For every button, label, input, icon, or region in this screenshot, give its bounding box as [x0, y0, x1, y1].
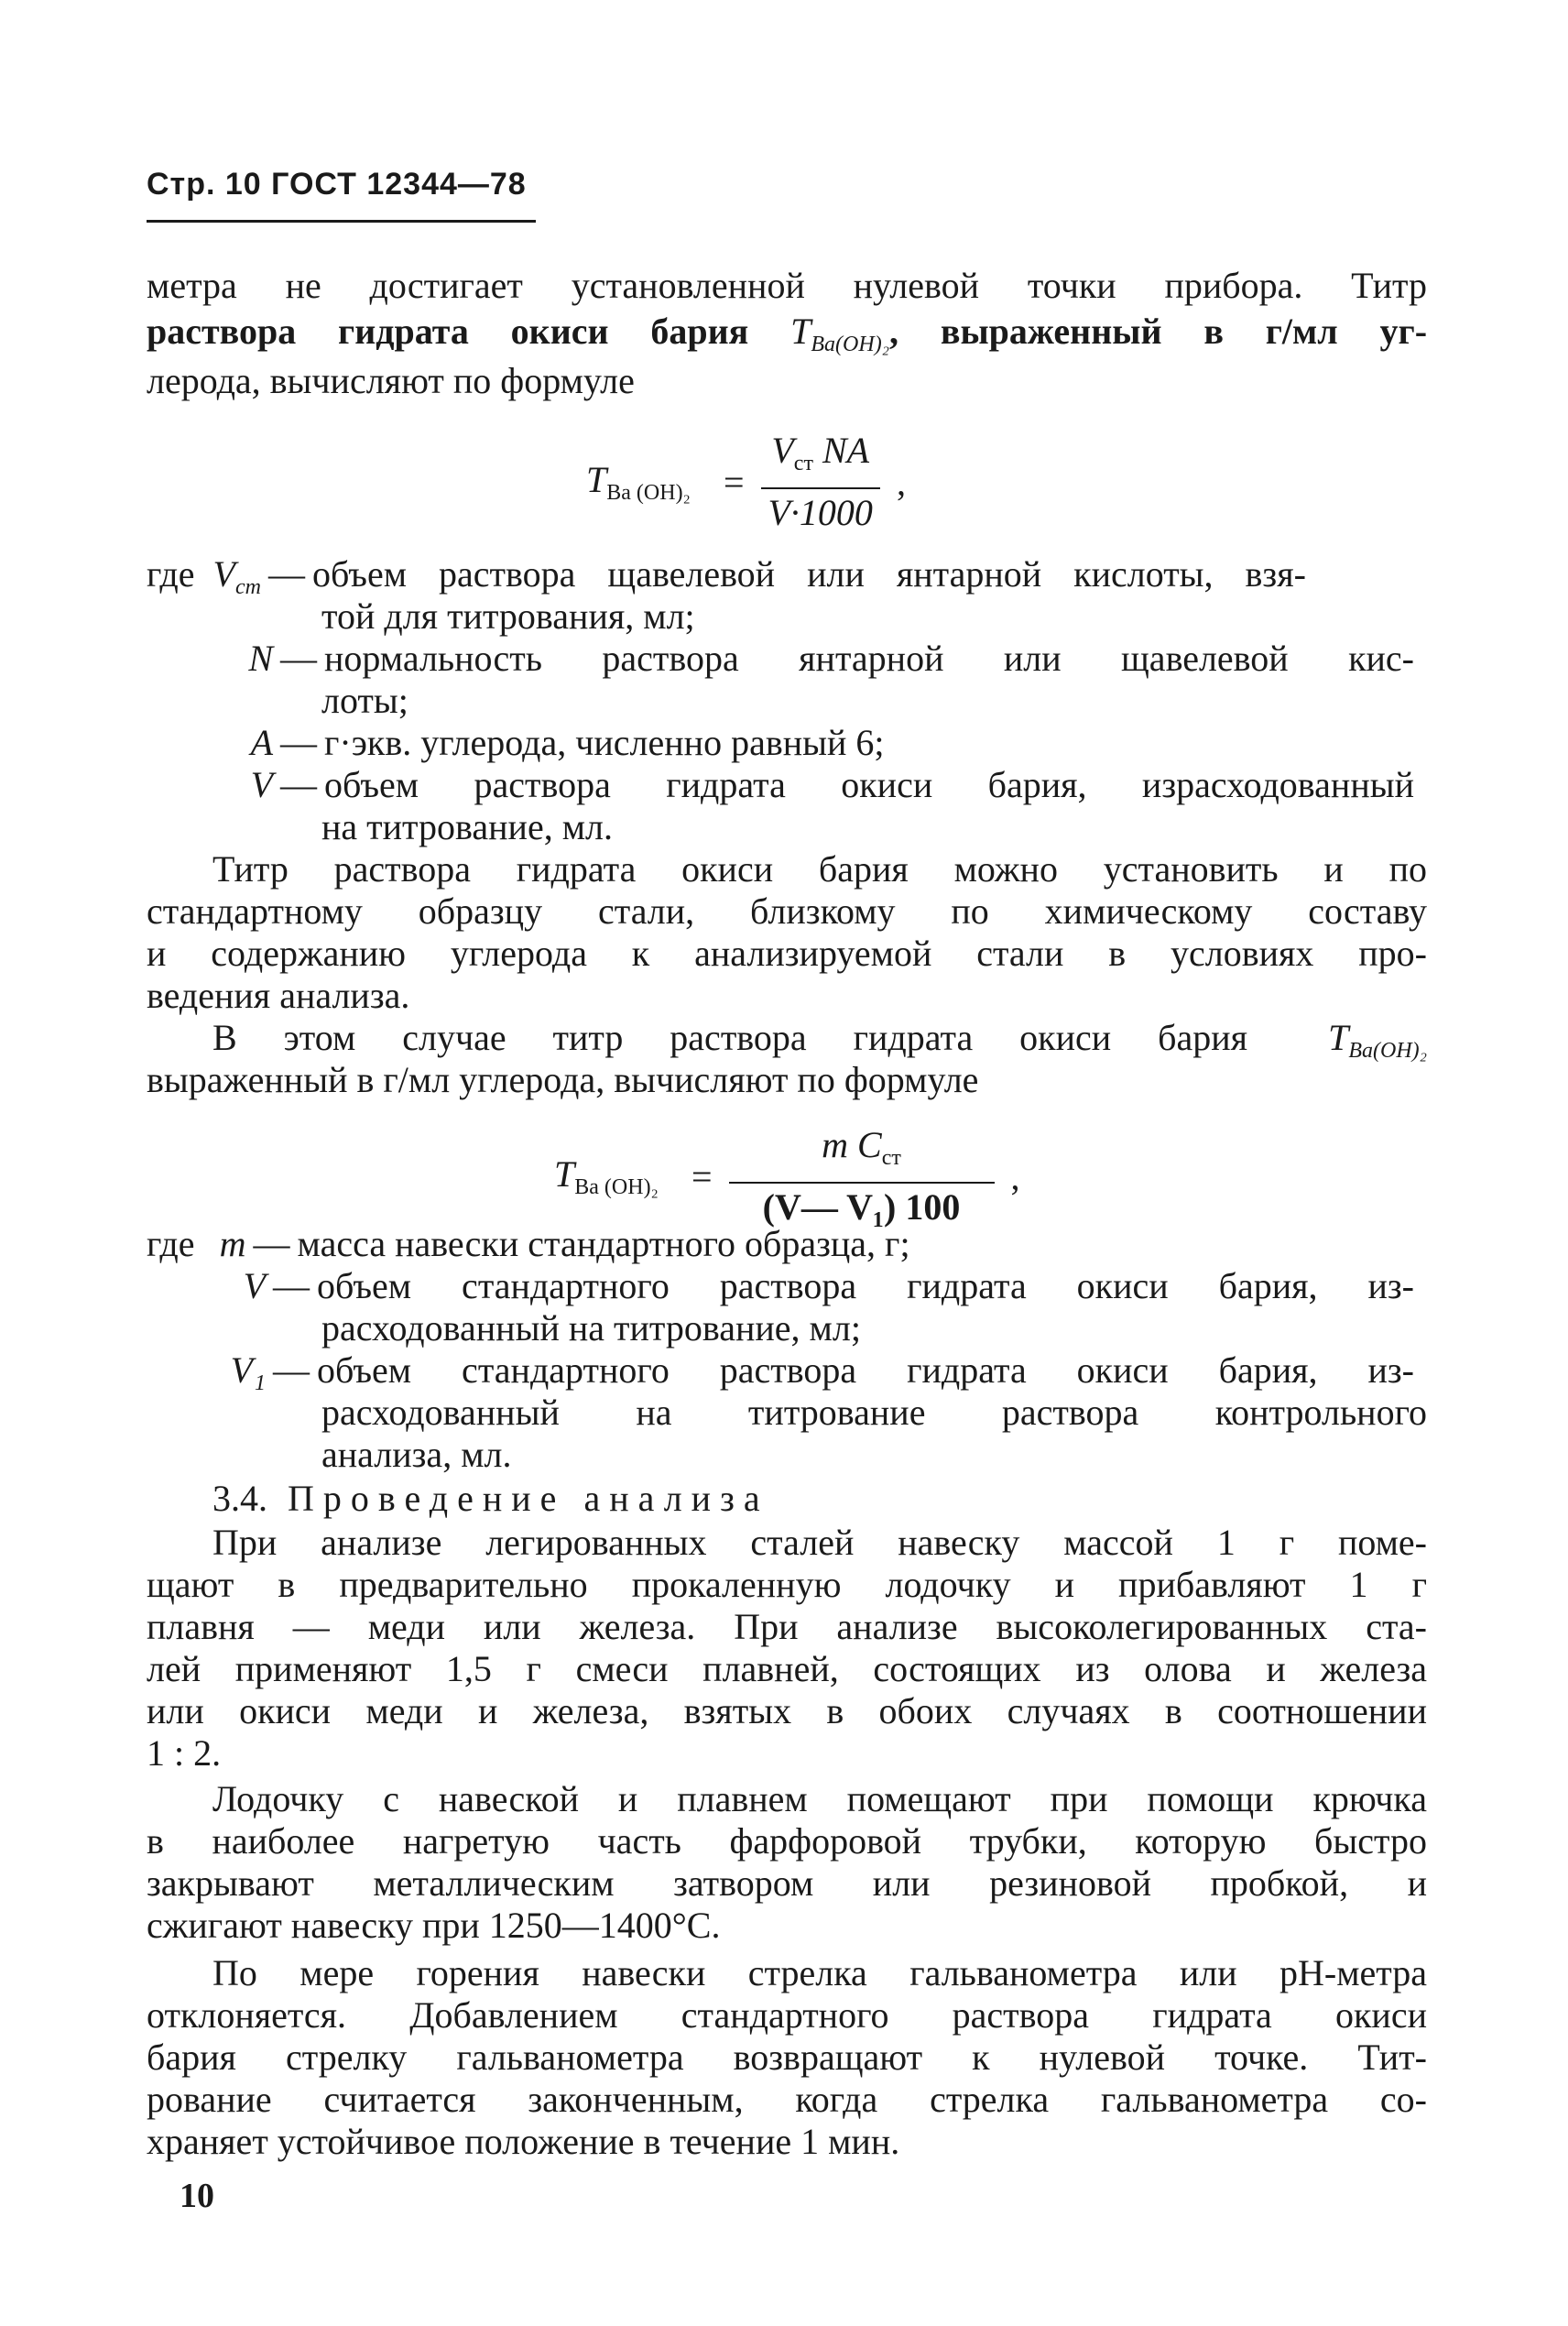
para3-line2: выраженный в г/мл углерода, вычисляют по формуле — [147, 1059, 979, 1100]
para6-line4: рование считается законченным, когда стрелка гальванометра со- — [147, 2079, 1427, 2120]
formula2-equals: = — [691, 1155, 713, 1197]
formula1-num-NA: NA — [812, 430, 870, 471]
formula2-fraction — [729, 1125, 995, 1228]
defs2-row3 — [229, 1350, 1414, 1391]
para1-line2-text-b: , выраженный в г/мл уг- — [889, 311, 1428, 352]
formula1-comma: , — [896, 461, 906, 503]
para3-titre-T: T — [1328, 1017, 1349, 1058]
defs2-item3-line3: анализа, мл. — [321, 1434, 512, 1475]
defs1-item3-line1: г·экв. углерода, численно равный 6; — [324, 722, 885, 763]
para1-line2-text-a: раствора гидрата окиси бария — [147, 311, 749, 352]
section-title: Проведение анализа — [288, 1478, 769, 1519]
para1-line2 — [147, 311, 1427, 365]
defs1-item4-line2: на титрование, мл. — [321, 806, 613, 847]
defs2-dash2: — — [273, 1265, 310, 1306]
formula2-lhs-T: T — [554, 1153, 575, 1195]
defs1-dash2: — — [280, 638, 317, 679]
formula1-fraction — [761, 431, 880, 533]
defs1-sym1 — [213, 554, 261, 607]
defs1-item1-line2: той для титрования, мл; — [321, 595, 695, 637]
formula-1 — [586, 431, 906, 533]
para4-line5: или окиси меди и железа, взятых в обоих случаях в соотношении — [147, 1690, 1427, 1731]
para3-line1-text: В этом случае титр раствора гидрата окиси бария — [212, 1017, 1247, 1058]
page-number: 10 — [180, 2177, 214, 2215]
defs2-row2 — [229, 1266, 1414, 1306]
page-label: Стр. 10 — [147, 167, 262, 202]
formula1-lhs-sub: Ba (OH)₂ — [606, 481, 691, 505]
para1-line3: лерода, вычисляют по формуле — [147, 360, 635, 401]
defs1-row2 — [240, 639, 1414, 679]
para5-line1: Лодочку с навеской и плавнем помещают при помощи крючка — [212, 1778, 1427, 1819]
titre-T: T — [790, 311, 811, 352]
formula1-numerator — [764, 431, 877, 487]
defs2-intro: где — [147, 1223, 195, 1264]
formula1-equals: = — [723, 461, 745, 503]
defs1-sym3: A — [250, 722, 273, 763]
defs1-item4-line1: объем раствора гидрата окиси бария, израсходованный — [324, 764, 1414, 805]
section-number: 3.4. — [212, 1478, 267, 1519]
defs2-item3-line2: расходованный на титрование раствора контрольного — [321, 1392, 1427, 1433]
defs1-item2-line2: лоты; — [321, 680, 408, 721]
formula1-denominator: V·1000 — [768, 492, 873, 533]
para2-line2: стандартному образцу стали, близкому по химическому составу — [147, 890, 1427, 932]
para5-line4: сжигают навеску при 1250—1400°С. — [147, 1905, 721, 1946]
defs1-row1 — [147, 554, 1306, 607]
defs1-dash4: — — [280, 764, 317, 805]
defs1-item1-line1: объем раствора щавелевой или янтарной кислоты, взя- — [311, 553, 1306, 595]
formula1-num-sub: ст — [793, 452, 813, 475]
formula1-num-V: V — [771, 430, 794, 471]
para5-line3: закрывают металлическим затвором или резиновой пробкой, и — [147, 1862, 1427, 1904]
formula1-lhs — [586, 458, 691, 506]
para6-line1: По мере горения навески стрелка гальванометра или pH-метра — [212, 1952, 1427, 1993]
defs2-sym1: m — [219, 1223, 246, 1264]
defs1-row4 — [240, 765, 1414, 805]
para6-line3: бария стрелку гальванометра возвращают к нулевой точке. Тит- — [147, 2037, 1427, 2078]
para4-line2: щают в предварительно прокаленную лодочку и прибавляют 1 г — [147, 1564, 1427, 1605]
defs1-sym2: N — [248, 638, 273, 679]
para3-titre-sub: Ba(OH)₂ — [1348, 1039, 1427, 1063]
formula2-lhs-sub: Ba (OH)₂ — [574, 1175, 659, 1199]
para4-line3: плавня — меди или железа. При анализе высоколегированных ста- — [147, 1606, 1427, 1647]
para4-line4: лей применяют 1,5 г смеси плавней, состоящих из олова и железа — [147, 1648, 1427, 1689]
defs2-sym3: V₁ — [230, 1349, 266, 1391]
defs2-sym2: V — [243, 1265, 266, 1306]
running-header — [147, 167, 527, 202]
defs1-dash1: — — [267, 553, 305, 595]
titre-sub: Ba(OH)₂ — [811, 333, 890, 356]
defs2-item2-line2: расходованный на титрование, мл; — [321, 1307, 861, 1349]
header-rule — [147, 220, 536, 223]
formula2-num-mC: m C — [822, 1124, 882, 1165]
defs1-sym1-sub: ст — [234, 575, 261, 599]
defs2-row1 — [147, 1224, 910, 1264]
formula1-lhs-T: T — [586, 459, 607, 500]
defs2-item2-line1: объем стандартного раствора гидрата окиси бария, из- — [317, 1265, 1414, 1306]
para6-line5: храняет устойчивое положение в течение 1 мин. — [147, 2121, 900, 2162]
defs1-item2-line1: нормальность раствора янтарной или щавелевой кис- — [324, 638, 1414, 679]
para2-line1: Титр раствора гидрата окиси бария можно установить и по — [212, 848, 1427, 890]
defs2-item3-line1: объем стандартного раствора гидрата окиси бария, из- — [317, 1349, 1414, 1391]
formula2-comma: , — [1010, 1155, 1020, 1197]
para5-line2: в наиболее нагретую часть фарфоровой трубки, которую быстро — [147, 1820, 1427, 1862]
para2-line3: и содержанию углерода к анализируемой стали в условиях про- — [147, 933, 1427, 974]
formula2-numerator — [814, 1125, 909, 1182]
para3-titre-symbol — [1328, 1018, 1427, 1071]
standard-id: ГОСТ 12344—78 — [271, 167, 527, 202]
para1-line1: метра не достигает установленной нулевой точки прибора. Титр — [147, 265, 1427, 306]
para4-line1: При анализе легированных сталей навеску массой 1 г поме- — [212, 1522, 1427, 1563]
defs2-dash1: — — [253, 1223, 290, 1264]
formula2-denominator: (V— V₁) 100 — [762, 1186, 961, 1228]
formula2-num-sub: ст — [881, 1146, 901, 1170]
formula2-lhs — [554, 1152, 659, 1200]
para6-line2: отклоняется. Добавлением стандартного раствора гидрата окиси — [147, 1994, 1427, 2036]
defs1-sym1-V: V — [212, 553, 235, 595]
formula-2 — [554, 1125, 1020, 1228]
defs2-dash3: — — [273, 1349, 310, 1391]
defs1-intro: где — [147, 553, 195, 595]
defs2-item1-line1: масса навески стандартного образца, г; — [297, 1223, 910, 1264]
defs1-dash3: — — [280, 722, 317, 763]
para4-line6: 1 : 2. — [147, 1732, 222, 1774]
defs1-row3 — [240, 723, 885, 763]
para1-titre-symbol — [790, 311, 890, 356]
section-heading — [212, 1477, 769, 1520]
defs1-sym4: V — [250, 764, 273, 805]
para2-line4: ведения анализа. — [147, 975, 410, 1016]
